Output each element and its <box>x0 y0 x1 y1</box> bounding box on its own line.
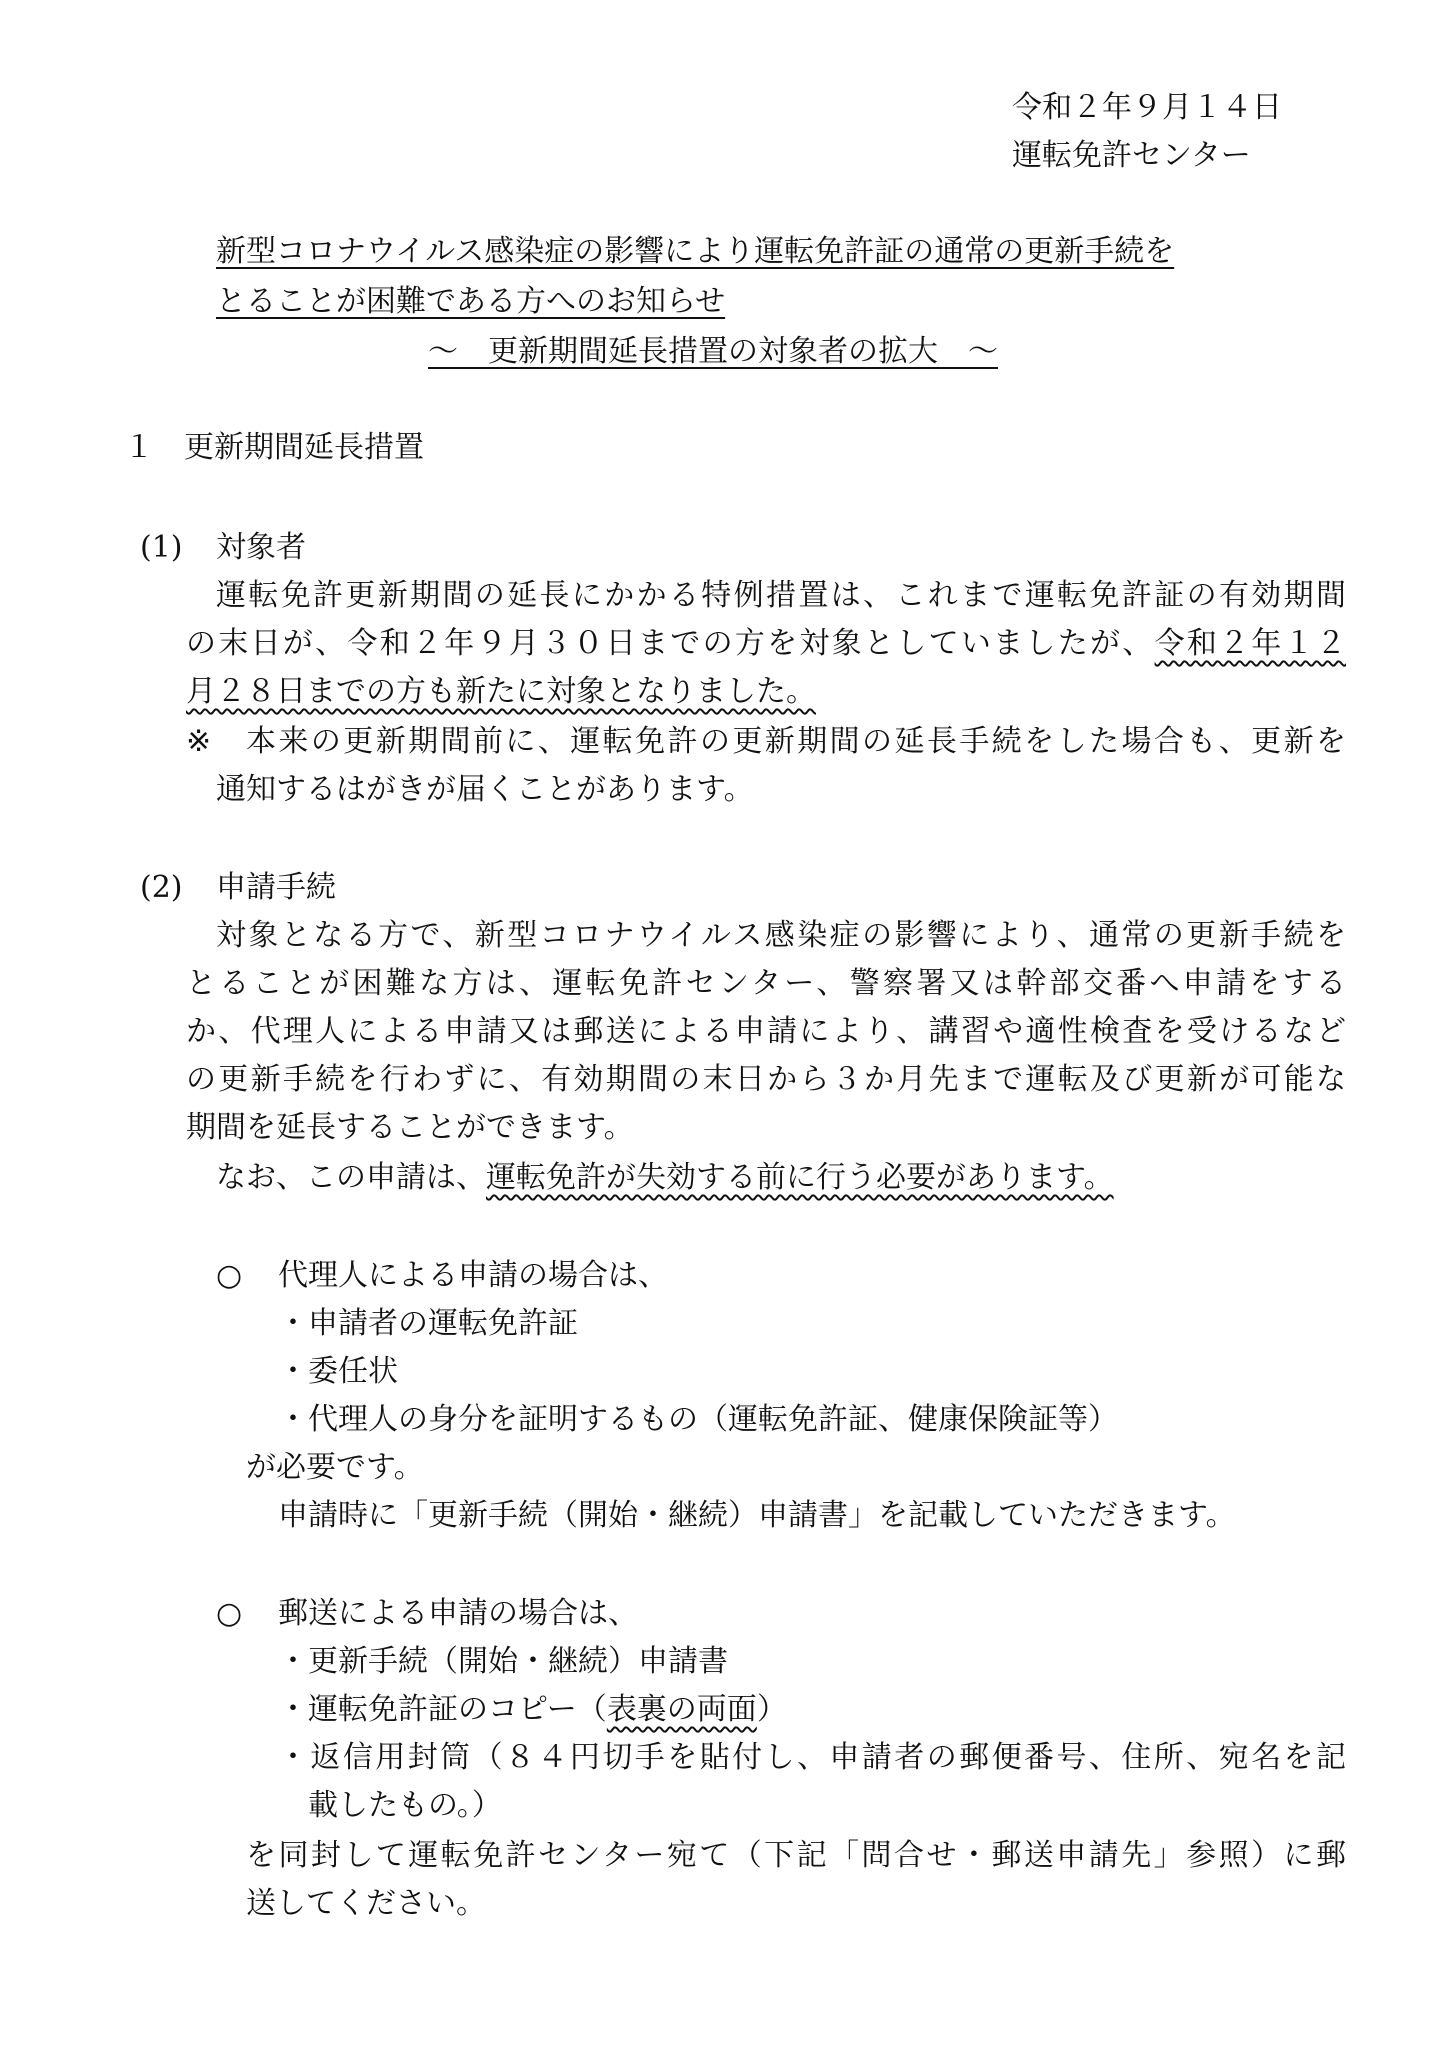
new-deadline-emphasis-2: 月２８日までの方も新たに対象となりました。 <box>186 674 816 709</box>
procedure-note-text: なお、この申請は、 <box>216 1160 486 1195</box>
mail-bullet: ○ <box>216 1596 243 1631</box>
subsection-2-heading: 申請手続 <box>216 870 336 905</box>
section-1-heading: 更新期間延長措置 <box>184 430 424 465</box>
proxy-bullet: ○ <box>216 1258 243 1293</box>
title-line-1: 新型コロナウイルス感染症の影響により運転免許証の通常の更新手続を <box>216 234 1175 269</box>
procedure-paragraph-line-2: とることが困難な方は、運転免許センター、警察署又は幹部交番へ申請をする <box>186 966 1346 1001</box>
mail-item-2 <box>278 1690 787 1730</box>
proxy-required-text: が必要です。 <box>246 1450 424 1485</box>
procedure-paragraph-line-3: か、代理人による申請又は郵送による申請により、講習や適性検査を受けるなど <box>186 1014 1346 1049</box>
mail-closing-line-1: を同封して運転免許センター宛て（下記「問合せ・郵送申請先」参照）に郵 <box>246 1838 1346 1873</box>
target-paragraph-line-3 <box>186 672 816 712</box>
proxy-item-2: ・委任状 <box>278 1354 398 1389</box>
proxy-form-note: 申請時に「更新手続（開始・継続）申請書」を記載していただきます。 <box>278 1498 1236 1533</box>
new-deadline-emphasis-1: 令和２年１２ <box>1154 626 1347 661</box>
subsection-1-number: (1) <box>140 530 183 565</box>
mail-item-3-line-2: 載したもの。） <box>308 1788 502 1823</box>
target-paragraph-line-2-text: の末日が、令和２年９月３０日までの方を対象としていましたが、 <box>186 626 1155 661</box>
section-1-number: １ <box>124 430 154 465</box>
procedure-paragraph-line-4: の更新手続を行わずに、有効期間の末日から３か月先まで運転及び更新が可能な <box>186 1062 1346 1097</box>
title-subtitle: ～ 更新期間延長措置の対象者の拡大 ～ <box>428 334 998 369</box>
mail-item-3-line-1: ・返信用封筒（８４円切手を貼付し、申請者の郵便番号、住所、宛名を記 <box>278 1740 1346 1775</box>
subsection-2-number: (2) <box>140 870 183 905</box>
mail-heading: 郵送による申請の場合は、 <box>278 1596 638 1631</box>
procedure-paragraph-line-5: 期間を延長することができます。 <box>186 1110 634 1145</box>
subsection-1-heading: 対象者 <box>216 530 306 565</box>
title-line-2: とることが困難である方へのお知らせ <box>216 284 726 319</box>
target-paragraph-line-2 <box>186 624 1346 664</box>
expiry-warning-emphasis: 運転免許が失効する前に行う必要があります。 <box>486 1160 1114 1195</box>
target-paragraph-line-1: 運転免許更新期間の延長にかかる特例措置は、これまで運転免許証の有効期間 <box>216 578 1346 613</box>
note-line-2: 通知するはがきが届くことがあります。 <box>216 772 754 807</box>
issuer-name: 運転免許センター <box>1012 138 1251 173</box>
document-date: 令和２年９月１４日 <box>1012 90 1282 125</box>
note-line-1: 本来の更新期間前に、運転免許の更新期間の延長手続をした場合も、更新を <box>246 724 1346 759</box>
mail-closing-line-2: 送してください。 <box>246 1886 486 1921</box>
note-mark: ※ <box>186 724 212 759</box>
procedure-note <box>216 1158 1114 1198</box>
mail-item-2-close: ） <box>756 1692 787 1727</box>
proxy-item-1: ・申請者の運転免許証 <box>278 1306 578 1341</box>
both-sides-emphasis: 表裏の両面 <box>606 1692 757 1727</box>
mail-item-1: ・更新手続（開始・継続）申請書 <box>278 1644 728 1679</box>
mail-item-2-text: ・運転免許証のコピー（ <box>278 1692 607 1727</box>
proxy-heading: 代理人による申請の場合は、 <box>278 1258 668 1293</box>
proxy-item-3: ・代理人の身分を証明するもの（運転免許証、健康保険証等） <box>278 1402 1118 1437</box>
procedure-paragraph-line-1: 対象となる方で、新型コロナウイルス感染症の影響により、通常の更新手続を <box>216 918 1346 953</box>
